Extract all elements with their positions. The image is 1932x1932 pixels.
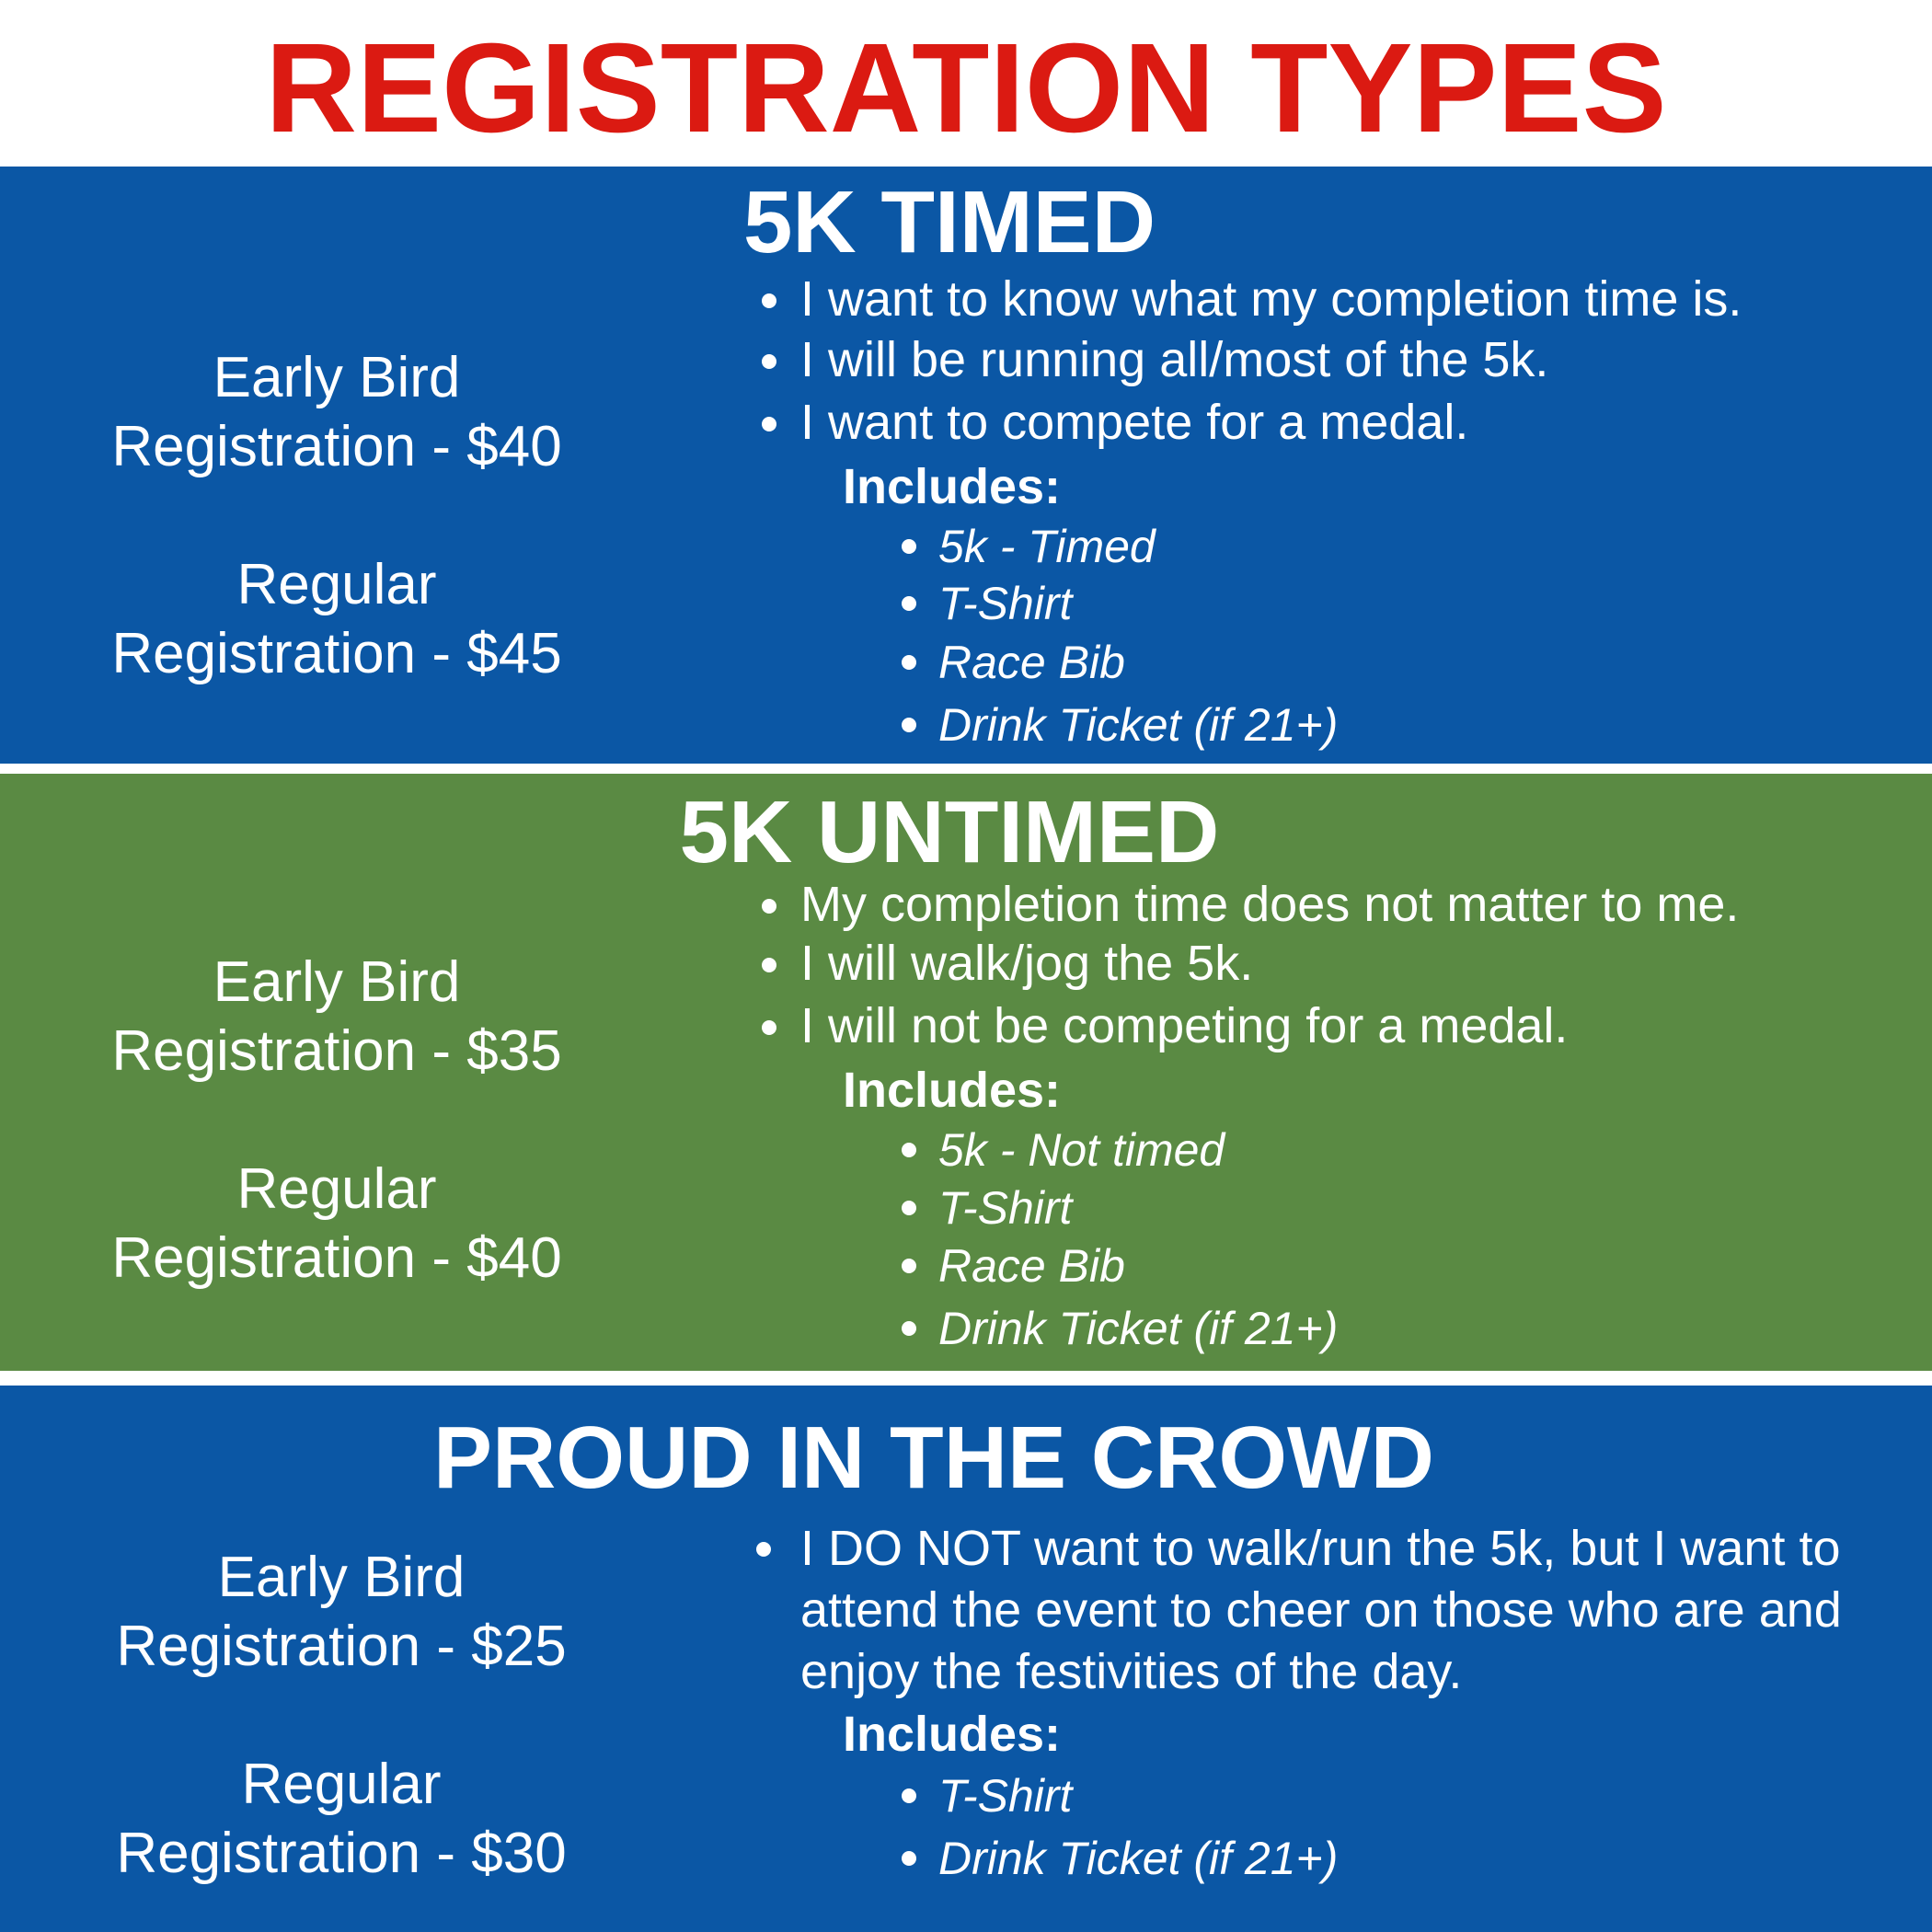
- reason-item: [800, 329, 1548, 390]
- early-bird-price: Registration - $35: [111, 1019, 562, 1083]
- bullet-icon: [902, 655, 916, 670]
- include-text: Race Bib: [938, 637, 1125, 688]
- bullet-icon: [902, 718, 916, 732]
- include-item: [938, 575, 1072, 632]
- include-text: 5k - Timed: [938, 521, 1156, 572]
- reason-text: My completion time does not matter to me.: [800, 877, 1740, 932]
- bullet-icon: [756, 1542, 771, 1557]
- include-text: Drink Ticket (if 21+): [938, 1833, 1339, 1884]
- bullet-icon: [902, 1201, 916, 1215]
- regular-label: Regular: [236, 553, 437, 616]
- reason-item: [800, 392, 1468, 453]
- section-5k-timed: [0, 167, 1932, 764]
- reason-item: [800, 1518, 1842, 1703]
- bullet-icon: [762, 293, 776, 308]
- include-text: Race Bib: [938, 1240, 1125, 1292]
- early-bird-price: Registration - $25: [116, 1615, 567, 1678]
- reason-text: I will not be competing for a medal.: [800, 998, 1569, 1053]
- bullet-icon: [902, 596, 916, 611]
- reason-text: I want to compete for a medal.: [800, 395, 1469, 450]
- bullet-icon: [762, 1020, 776, 1035]
- include-item: [938, 1179, 1072, 1236]
- reason-item: [800, 995, 1568, 1056]
- section-heading: 5K TIMED: [742, 173, 1156, 271]
- regular-price: Registration - $30: [116, 1822, 567, 1885]
- include-item: [938, 1767, 1072, 1824]
- include-item: [938, 1237, 1125, 1294]
- section-heading: PROUD IN THE CROWD: [433, 1409, 1434, 1507]
- bullet-icon: [762, 958, 776, 972]
- regular-price: Registration - $45: [111, 622, 562, 685]
- bullet-icon: [902, 1851, 916, 1866]
- reason-text: I will be running all/most of the 5k.: [800, 332, 1549, 387]
- section-heading: 5K UNTIMED: [679, 783, 1220, 881]
- bullet-icon: [902, 1788, 916, 1803]
- include-item: [938, 1121, 1225, 1179]
- include-text: T-Shirt: [938, 1770, 1073, 1822]
- regular-label: Regular: [241, 1753, 442, 1816]
- page-title: REGISTRATION TYPES: [265, 17, 1667, 159]
- include-item: [938, 1300, 1338, 1357]
- reason-text: I will walk/jog the 5k.: [800, 936, 1254, 991]
- include-text: T-Shirt: [938, 578, 1073, 629]
- bullet-icon: [902, 1321, 916, 1336]
- section-5k-untimed: [0, 774, 1932, 1371]
- reason-item: [800, 874, 1739, 935]
- early-bird-price: Registration - $40: [111, 415, 562, 478]
- includes-label: Includes:: [843, 1707, 1062, 1762]
- bullet-icon: [762, 417, 776, 431]
- includes-label: Includes:: [843, 459, 1062, 514]
- early-bird-label: Early Bird: [213, 950, 461, 1014]
- includes-label: Includes:: [843, 1063, 1062, 1118]
- bullet-icon: [762, 354, 776, 369]
- include-item: [938, 634, 1125, 691]
- bullet-icon: [902, 539, 916, 554]
- include-item: [938, 1830, 1338, 1887]
- early-bird-label: Early Bird: [213, 346, 461, 409]
- reason-item: [800, 269, 1742, 329]
- include-text: Drink Ticket (if 21+): [938, 699, 1339, 751]
- bullet-icon: [902, 1143, 916, 1157]
- include-item: [938, 696, 1338, 753]
- include-item: [938, 518, 1156, 575]
- regular-price: Registration - $40: [111, 1226, 562, 1290]
- reason-item: [800, 933, 1253, 994]
- bullet-icon: [902, 1259, 916, 1273]
- bullet-icon: [762, 899, 776, 914]
- include-text: T-Shirt: [938, 1182, 1073, 1234]
- reason-text: I want to know what my completion time is.: [800, 271, 1742, 327]
- include-text: Drink Ticket (if 21+): [938, 1303, 1339, 1354]
- include-text: 5k - Not timed: [938, 1124, 1225, 1176]
- reason-text: I DO NOT want to walk/run the 5k, but I want to attend the event to cheer on those who are and enjoy the festivities of the day.: [800, 1521, 1842, 1699]
- early-bird-label: Early Bird: [217, 1546, 466, 1609]
- section-proud-in-the-crowd: [0, 1386, 1932, 1932]
- regular-label: Regular: [236, 1157, 437, 1221]
